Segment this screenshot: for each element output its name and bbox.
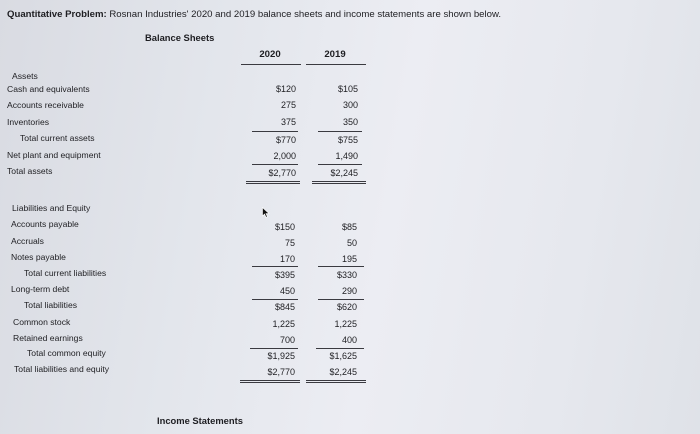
- column-header-2019: 2019: [324, 49, 346, 60]
- problem-header: [7, 9, 501, 20]
- row-label-long-term-debt: Long-term debt: [11, 284, 70, 294]
- value-total-liabilities-equity-2019: $2,245: [329, 367, 357, 377]
- value-long-term-debt-2020: 450: [279, 286, 295, 296]
- balance-sheets-title: Balance Sheets: [145, 32, 215, 43]
- row-label-common-stock: Common stock: [13, 317, 71, 327]
- value-receivables-2019: 300: [342, 100, 358, 110]
- value-total-current-assets-2020: $770: [275, 135, 296, 145]
- final-double-rule-bottom-2020: [240, 382, 300, 383]
- row-label-retained-earnings: Retained earnings: [13, 333, 83, 343]
- value-total-current-liabilities-2019: $330: [336, 270, 357, 280]
- row-label-cash: Cash and equivalents: [7, 84, 90, 94]
- row-label-total-common-equity: Total common equity: [27, 348, 106, 358]
- total-rule-2020: [252, 164, 298, 165]
- value-cash-2019: $105: [337, 84, 358, 94]
- value-retained-earnings-2020: 700: [279, 335, 295, 345]
- final-double-rule-bottom-2019: [306, 382, 366, 383]
- column-header-rule-2019: [306, 64, 366, 65]
- income-statements-title: Income Statements: [157, 415, 243, 426]
- subtotal-rule-2020: [252, 131, 298, 132]
- value-receivables-2020: 275: [280, 100, 296, 110]
- row-label-total-assets: Total assets: [7, 166, 53, 176]
- value-accounts-payable-2020: $150: [274, 222, 295, 232]
- liab-subtotal-rule-2019: [318, 266, 364, 267]
- value-total-current-assets-2019: $755: [337, 135, 358, 145]
- final-double-rule-top-2020: [240, 380, 300, 381]
- value-total-liabilities-equity-2020: $2,770: [267, 367, 295, 377]
- row-label-accounts-payable: Accounts payable: [11, 219, 79, 229]
- value-inventories-2020: 375: [280, 117, 296, 127]
- problem-label: Quantitative Problem:: [7, 9, 107, 20]
- double-rule-bottom-2019: [312, 183, 366, 184]
- column-header-2020: 2020: [259, 49, 281, 60]
- value-retained-earnings-2019: 400: [341, 335, 357, 345]
- row-label-net-plant: Net plant and equipment: [7, 150, 101, 160]
- value-notes-payable-2020: 170: [279, 254, 295, 264]
- value-net-plant-2020: 2,000: [273, 151, 296, 161]
- row-label-receivables: Accounts receivable: [7, 100, 84, 110]
- column-header-rule-2020: [241, 64, 301, 65]
- row-label-notes-payable: Notes payable: [11, 252, 66, 262]
- value-total-common-equity-2019: $1,625: [329, 351, 357, 361]
- equity-rule-2019: [316, 348, 364, 349]
- equity-rule-2020: [250, 348, 298, 349]
- final-double-rule-top-2019: [306, 380, 366, 381]
- row-label-total-liabilities-equity: Total liabilities and equity: [14, 364, 110, 374]
- row-label-total-current-assets: Total current assets: [20, 133, 95, 143]
- value-total-common-equity-2020: $1,925: [267, 351, 295, 361]
- liabilities-heading: Liabilities and Equity: [12, 203, 91, 213]
- subtotal-rule-2019: [318, 131, 362, 132]
- value-net-plant-2019: 1,490: [335, 151, 358, 161]
- value-total-current-liabilities-2020: $395: [274, 270, 295, 280]
- double-rule-bottom-2020: [246, 183, 300, 184]
- assets-heading: Assets: [12, 71, 38, 81]
- row-label-total-liabilities: Total liabilities: [24, 300, 78, 310]
- total-rule-2019: [318, 164, 362, 165]
- value-accounts-payable-2019: $85: [341, 222, 357, 232]
- value-total-assets-2019: $2,245: [330, 168, 358, 178]
- value-total-liabilities-2020: $845: [274, 302, 295, 312]
- row-label-inventories: Inventories: [7, 117, 50, 127]
- row-label-total-current-liabilities: Total current liabilities: [24, 268, 107, 278]
- value-accruals-2019: 50: [346, 238, 357, 248]
- double-rule-top-2019: [312, 181, 366, 182]
- row-label-accruals: Accruals: [11, 236, 44, 246]
- value-total-liabilities-2019: $620: [336, 302, 357, 312]
- value-accruals-2020: 75: [284, 238, 295, 248]
- liab-total-rule-2019: [318, 299, 364, 300]
- liab-subtotal-rule-2020: [252, 266, 298, 267]
- liab-total-rule-2020: [252, 299, 298, 300]
- value-inventories-2019: 350: [342, 117, 358, 127]
- value-notes-payable-2019: 195: [341, 254, 357, 264]
- value-common-stock-2020: 1,225: [272, 319, 295, 329]
- mouse-pointer-icon: [262, 207, 270, 218]
- value-long-term-debt-2019: 290: [341, 286, 357, 296]
- problem-text: Rosnan Industries' 2020 and 2019 balance sheets and income statements are shown below.: [106, 9, 502, 20]
- double-rule-top-2020: [246, 181, 300, 182]
- value-common-stock-2019: 1,225: [334, 319, 357, 329]
- value-cash-2020: $120: [275, 84, 296, 94]
- value-total-assets-2020: $2,770: [268, 168, 296, 178]
